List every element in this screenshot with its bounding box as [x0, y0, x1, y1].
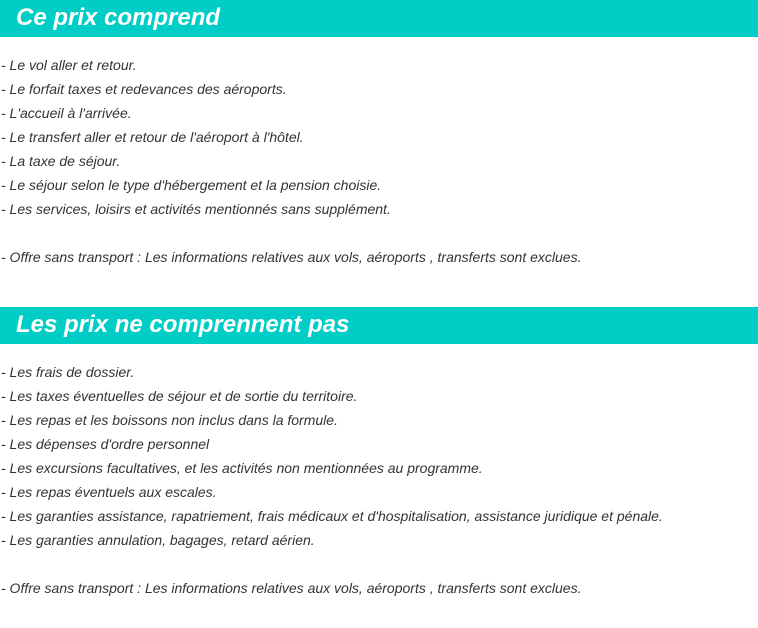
excluded-note: - Offre sans transport : Les informations relatives aux vols, aéroports , transferts sont exclues.: [1, 580, 582, 596]
included-item: - Le transfert aller et retour de l'aéroport à l'hôtel.: [1, 129, 304, 145]
included-item: - Les services, loisirs et activités mentionnés sans supplément.: [1, 201, 391, 217]
excluded-item: - Les garanties annulation, bagages, retard aérien.: [1, 532, 315, 548]
excluded-title: Les prix ne comprennent pas: [0, 307, 758, 344]
excluded-item: - Les repas et les boissons non inclus dans la formule.: [1, 412, 338, 428]
included-note: - Offre sans transport : Les informations relatives aux vols, aéroports , transferts sont exclues.: [1, 249, 582, 265]
included-item: - Le vol aller et retour.: [1, 57, 137, 73]
excluded-item: - Les repas éventuels aux escales.: [1, 484, 217, 500]
excluded-list: [0, 344, 758, 552]
excluded-item: - Les dépenses d'ordre personnel: [1, 436, 210, 452]
included-item: - Le séjour selon le type d'hébergement et la pension choisie.: [1, 177, 382, 193]
included-item: - L'accueil à l'arrivée.: [1, 105, 132, 121]
included-title: Ce prix comprend: [0, 0, 758, 37]
excluded-item: - Les excursions facultatives, et les activités non mentionnées au programme.: [1, 460, 483, 476]
included-item: - Le forfait taxes et redevances des aéroports.: [1, 81, 287, 97]
included-list: [0, 37, 758, 221]
excluded-item: - Les taxes éventuelles de séjour et de sortie du territoire.: [1, 388, 358, 404]
included-section: [0, 0, 758, 269]
excluded-item: - Les frais de dossier.: [1, 364, 135, 380]
included-item: - La taxe de séjour.: [1, 153, 121, 169]
excluded-item: - Les garanties assistance, rapatriement, frais médicaux et d'hospitalisation, assistance juridique et pénale.: [1, 508, 663, 524]
excluded-section: [0, 307, 758, 600]
